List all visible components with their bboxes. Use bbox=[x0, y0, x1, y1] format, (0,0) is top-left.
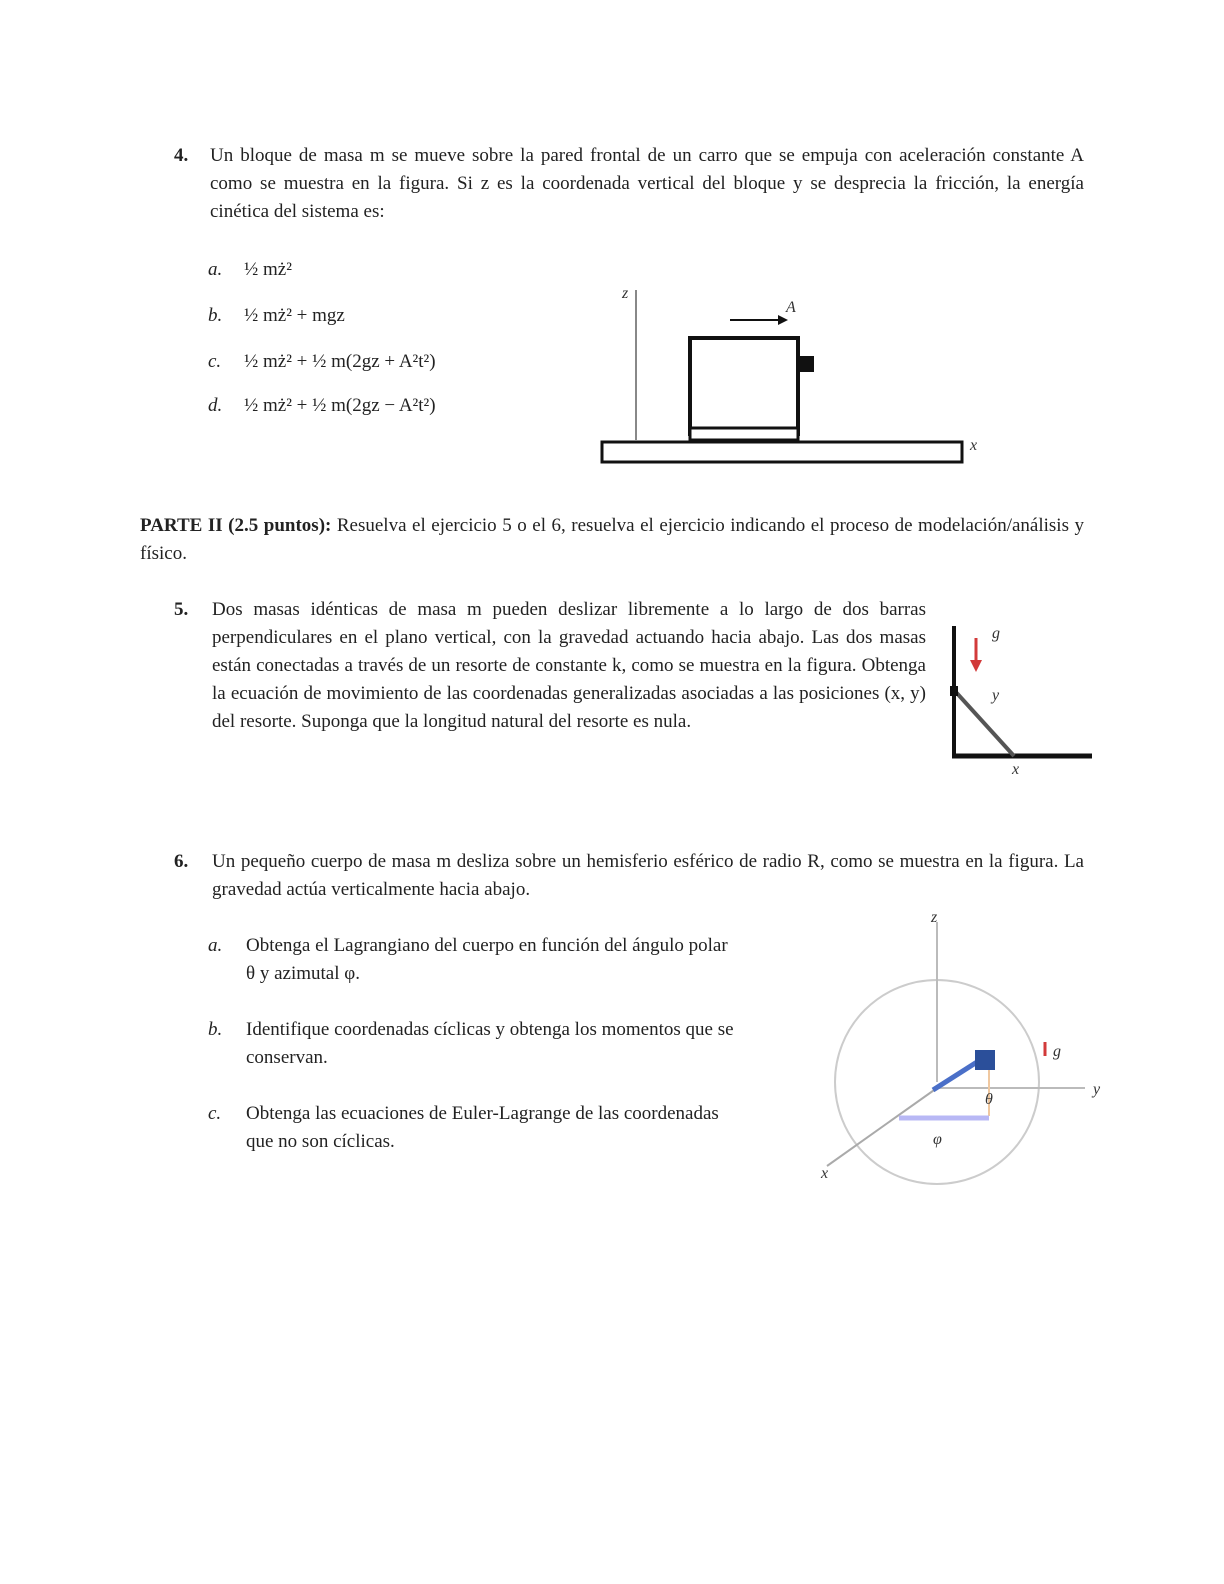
part2-instructions: PARTE II (2.5 puntos): Resuelva el ejercicio 5 o el 6, resuelva el ejercicio indicando el proceso de modelación/análisis y físico. bbox=[140, 515, 1084, 564]
q4-number: 4. bbox=[174, 145, 189, 166]
gravity-label: g bbox=[1053, 1043, 1061, 1060]
q4-cart-figure bbox=[590, 280, 1010, 480]
z-axis-label: z bbox=[931, 910, 938, 926]
q6-hemisphere-figure bbox=[815, 910, 1115, 1200]
q4-option-c[interactable]: c. ½ mż² + ½ m(2gz + A²t²) bbox=[208, 351, 436, 372]
q4-option-d[interactable]: d. ½ mż² + ½ m(2gz − A²t²) bbox=[208, 395, 436, 416]
acceleration-label: A bbox=[786, 299, 796, 316]
q4-option-b[interactable]: b. ½ mż² + mgz bbox=[208, 305, 345, 326]
q5-text: Dos masas idénticas de masa m pueden deslizar libremente a lo largo de dos barras perpendiculares en el plano vertical, con la gravedad actuando hacia abajo. Las dos masas están conectadas a través de un resorte de constante k, como se muestra en la figura. Obtenga la ecuación de movimiento de las coordenadas generalizadas asociadas a las posiciones (x, y) del resorte. Suponga que la longitud natural del resorte es nula. bbox=[212, 599, 926, 732]
x-axis-label: x bbox=[821, 1165, 829, 1182]
theta-label: θ bbox=[985, 1091, 993, 1108]
y-axis-label: y bbox=[1093, 1081, 1101, 1098]
z-axis-label: z bbox=[622, 285, 629, 302]
y-label: y bbox=[992, 687, 1000, 704]
q5-spring-figure bbox=[940, 616, 1100, 776]
block-mass bbox=[800, 356, 814, 372]
q5-number: 5. bbox=[174, 599, 189, 620]
q4-text: Un bloque de masa m se mueve sobre la pared frontal de un carro que se empuja con aceleración constante A como se muestra en la figura. Si z es la coordenada vertical del bloque y se desprecia la fricción, la energía cinética del sistema es: bbox=[210, 145, 1084, 222]
q4-option-a[interactable]: a. ½ mż² bbox=[208, 259, 292, 280]
q6-item-a: a. Obtenga el Lagrangiano del cuerpo en función del ángulo polar θ y azimutal φ. bbox=[208, 935, 728, 984]
mass-body bbox=[975, 1050, 995, 1070]
x-label: x bbox=[1012, 761, 1020, 776]
q6-number: 6. bbox=[174, 851, 189, 872]
phi-label: φ bbox=[933, 1131, 942, 1148]
gravity-label: g bbox=[992, 625, 1000, 642]
q6-item-c: c. Obtenga las ecuaciones de Euler-Lagrange de las coordenadas que no son cíclicas. bbox=[208, 1103, 719, 1152]
q6-item-b: b. Identifique coordenadas cíclicas y obtenga los momentos que se conservan. bbox=[208, 1019, 734, 1068]
q6-text: Un pequeño cuerpo de masa m desliza sobre un hemisferio esférico de radio R, como se muestra en la figura. La gravedad actúa verticalmente hacia abajo. bbox=[212, 851, 1084, 900]
part2-heading: PARTE II (2.5 puntos): bbox=[140, 515, 332, 536]
x-axis-label: x bbox=[970, 437, 978, 454]
